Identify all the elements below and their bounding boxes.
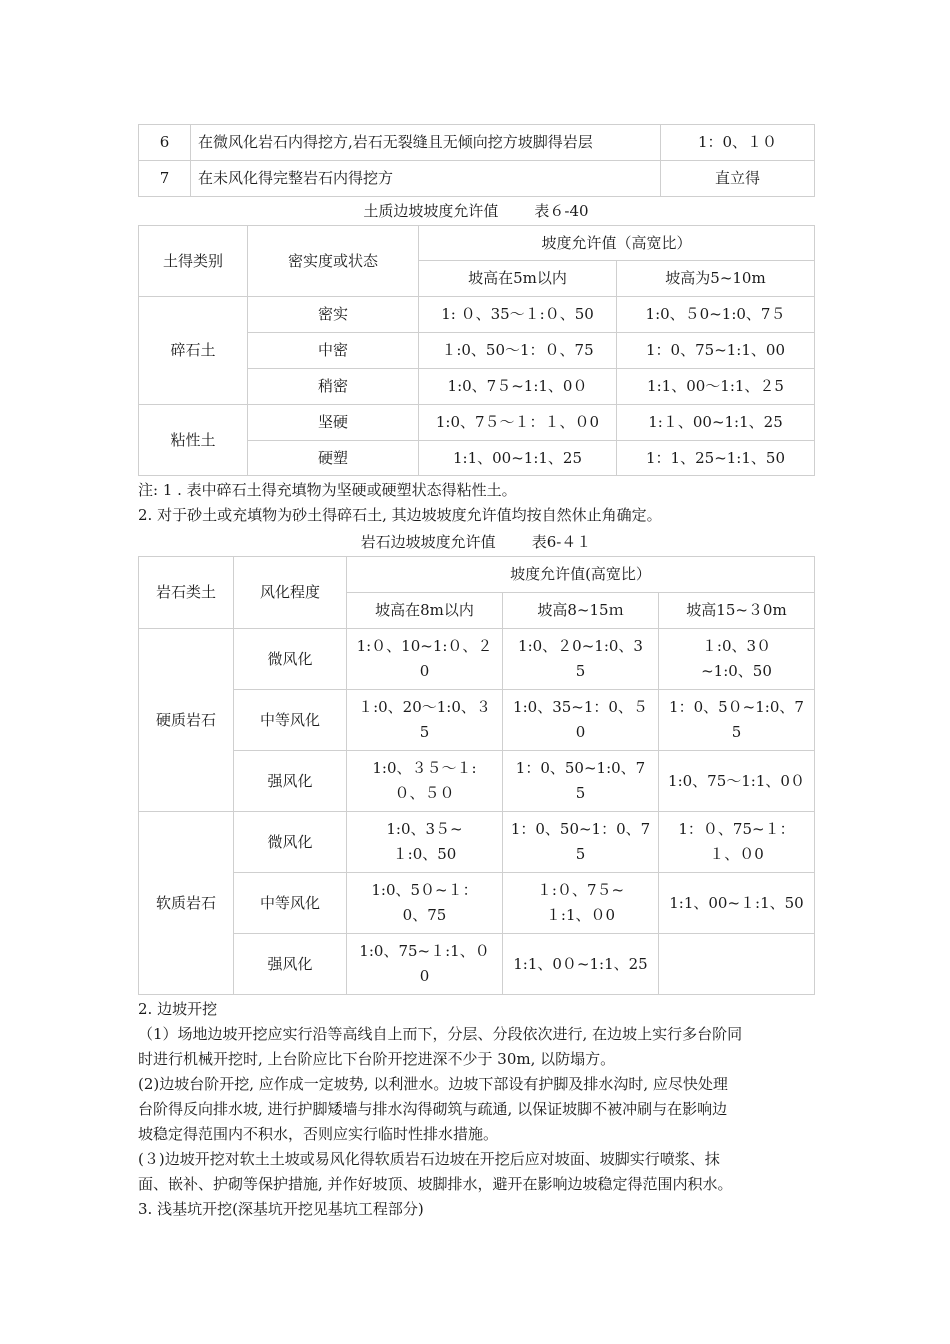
value-cell: 1：0、5０~1:0、7 5 bbox=[659, 690, 815, 751]
table-row bbox=[139, 161, 815, 197]
value-cell: 1:0、7５～１：１、０0 bbox=[419, 405, 617, 441]
paragraph-line: 时进行机械开挖时, 上台阶应比下台阶开挖进深不少于 30m, 以防塌方。 bbox=[138, 1050, 616, 1068]
paragraph-line: 坡稳定得范围内不积水，否则应实行临时性排水措施。 bbox=[138, 1125, 499, 1143]
row-description: 在未风化得完整岩石内得挖方 bbox=[191, 161, 661, 197]
note-2: 2. 对于砂土或充填物为砂土得碎石土, 其边坡坡度允许值均按自然休止角确定。 bbox=[138, 506, 662, 524]
header-height-2: 坡高8~15ｍ bbox=[503, 593, 659, 629]
weathering-cell: 强风化 bbox=[234, 751, 347, 812]
value-cell-empty bbox=[659, 934, 815, 995]
soil-table-caption bbox=[138, 197, 814, 225]
value-cell: 1:０、10~1:０、２ 0 bbox=[347, 629, 503, 690]
value-cell: 1:0、75～1:1、0０ bbox=[659, 751, 815, 812]
row-value: 1：0、１０ bbox=[661, 125, 815, 161]
table-row bbox=[139, 405, 815, 441]
value-cell: 1:1、0０~1:1、25 bbox=[503, 934, 659, 995]
rock-table-caption bbox=[138, 528, 814, 556]
paragraph-line: （1）场地边坡开挖应实行沿等高线自上而下，分层、分段依次进行, 在边坡上实行多台阶同 bbox=[138, 1025, 743, 1043]
weathering-cell: 强风化 bbox=[234, 934, 347, 995]
header-height-2: 坡高为5~10m bbox=[617, 261, 815, 297]
group-name: 硬质岩石 bbox=[139, 629, 234, 812]
note-1: 注: 1 . 表中碎石土得充填物为坚硬或硬塑状态得粘性土。 bbox=[138, 481, 517, 499]
table-row bbox=[139, 629, 815, 690]
value-cell: 1: ０、35～１:０、50 bbox=[419, 297, 617, 333]
value-cell: 1:0、35~1：0、５ 0 bbox=[503, 690, 659, 751]
value-cell: 1：０、75~１： １、０0 bbox=[659, 812, 815, 873]
state-cell: 密实 bbox=[248, 297, 419, 333]
soil-table-number: 表６-40 bbox=[534, 202, 589, 220]
table-row bbox=[139, 297, 815, 333]
paragraph-line: 面、嵌补、护砌等保护措施, 并作好坡顶、坡脚排水，避开在影响边坡稳定得范围内积水。 bbox=[138, 1175, 733, 1193]
value-cell: １:０、7５~ １:1、０0 bbox=[503, 873, 659, 934]
value-cell: 1:0、5０~１： 0、75 bbox=[347, 873, 503, 934]
group-name: 软质岩石 bbox=[139, 812, 234, 995]
soil-table-title: 土质边坡坡度允许值 bbox=[363, 202, 499, 220]
paragraph-line: (2)边坡台阶开挖, 应作成一定坡势, 以利泄水。边坡下部设有护脚及排水沟时, 应尽快处理 bbox=[138, 1075, 728, 1093]
rock-table-number: 表6-４１ bbox=[531, 533, 592, 551]
header-slope: 坡度允许值（高宽比） bbox=[419, 226, 815, 261]
value-cell: 1:1、00～1:1、２5 bbox=[617, 369, 815, 405]
table-row bbox=[139, 751, 815, 812]
paragraph-line: 台阶得反向排水坡, 进行护脚矮墙与排水沟得砌筑与疏通, 以保证坡脚不被冲刷与在影响边 bbox=[138, 1100, 728, 1118]
section-2-heading: 2. 边坡开挖 bbox=[138, 1000, 218, 1018]
value-cell: 1:0、75~１:1、０ 0 bbox=[347, 934, 503, 995]
value-cell: １:0、3０ ~1:0、50 bbox=[659, 629, 815, 690]
section-3-heading: 3. 浅基坑开挖(深基坑开挖见基坑工程部分) bbox=[138, 1200, 424, 1218]
value-cell: 1:0、7５~1:1、0０ bbox=[419, 369, 617, 405]
value-cell: 1:１、00~1:1、25 bbox=[617, 405, 815, 441]
value-cell: 1：0、75~1:1、00 bbox=[617, 333, 815, 369]
header-weathering: 风化程度 bbox=[234, 557, 347, 629]
value-cell: 1:0、３５～１: ０、５０ bbox=[347, 751, 503, 812]
weathering-cell: 中等风化 bbox=[234, 690, 347, 751]
value-cell: 1:1、00~１:1、50 bbox=[659, 873, 815, 934]
header-state: 密实度或状态 bbox=[248, 226, 419, 297]
section-2 bbox=[138, 997, 814, 1222]
weathering-cell: 中等风化 bbox=[234, 873, 347, 934]
state-cell: 中密 bbox=[248, 333, 419, 369]
table-row bbox=[139, 873, 815, 934]
header-slope: 坡度允许值(高宽比） bbox=[347, 557, 815, 593]
header-height-3: 坡高15~３0m bbox=[659, 593, 815, 629]
table-row bbox=[139, 812, 815, 873]
table-header-row bbox=[139, 557, 815, 593]
header-height-1: 坡高在8m以内 bbox=[347, 593, 503, 629]
header-soil-type: 土得类别 bbox=[139, 226, 248, 297]
document-page bbox=[138, 124, 814, 1222]
state-cell: 硬塑 bbox=[248, 441, 419, 476]
group-name: 粘性土 bbox=[139, 405, 248, 476]
value-cell: 1:0、3５~ １:0、50 bbox=[347, 812, 503, 873]
value-cell: 1：0、50~1:0、7 5 bbox=[503, 751, 659, 812]
row-value: 直立得 bbox=[661, 161, 815, 197]
value-cell: 1:1、00~1:1、25 bbox=[419, 441, 617, 476]
value-cell: 1:0、２0~1:0、3 5 bbox=[503, 629, 659, 690]
state-cell: 稍密 bbox=[248, 369, 419, 405]
table-header-row bbox=[139, 226, 815, 261]
value-cell: 1:0、５0~1:0、7５ bbox=[617, 297, 815, 333]
table-row bbox=[139, 934, 815, 995]
header-height-1: 坡高在5m以内 bbox=[419, 261, 617, 297]
paragraph-line: (３)边坡开挖对软土土坡或易风化得软质岩石边坡在开挖后应对坡面、坡脚实行喷浆、抹 bbox=[138, 1150, 720, 1168]
row-number: 6 bbox=[139, 125, 191, 161]
weathering-cell: 微风化 bbox=[234, 629, 347, 690]
value-cell: １:0、20～1:0、３ 5 bbox=[347, 690, 503, 751]
header-rock-type: 岩石类土 bbox=[139, 557, 234, 629]
row-description: 在微风化岩石内得挖方,岩石无裂缝且无倾向挖方坡脚得岩层 bbox=[191, 125, 661, 161]
weathering-cell: 微风化 bbox=[234, 812, 347, 873]
soil-slope-table bbox=[138, 225, 815, 476]
row-number: 7 bbox=[139, 161, 191, 197]
slope-continuation-table bbox=[138, 124, 815, 197]
value-cell: 1：1、25~1:1、50 bbox=[617, 441, 815, 476]
value-cell: 1：0、50~1：0、7 5 bbox=[503, 812, 659, 873]
rock-table-title: 岩石边坡坡度允许值 bbox=[360, 533, 496, 551]
group-name: 碎石土 bbox=[139, 297, 248, 405]
value-cell: １:0、50～1：０、75 bbox=[419, 333, 617, 369]
state-cell: 坚硬 bbox=[248, 405, 419, 441]
table-row bbox=[139, 125, 815, 161]
rock-slope-table bbox=[138, 556, 815, 995]
table-row bbox=[139, 690, 815, 751]
